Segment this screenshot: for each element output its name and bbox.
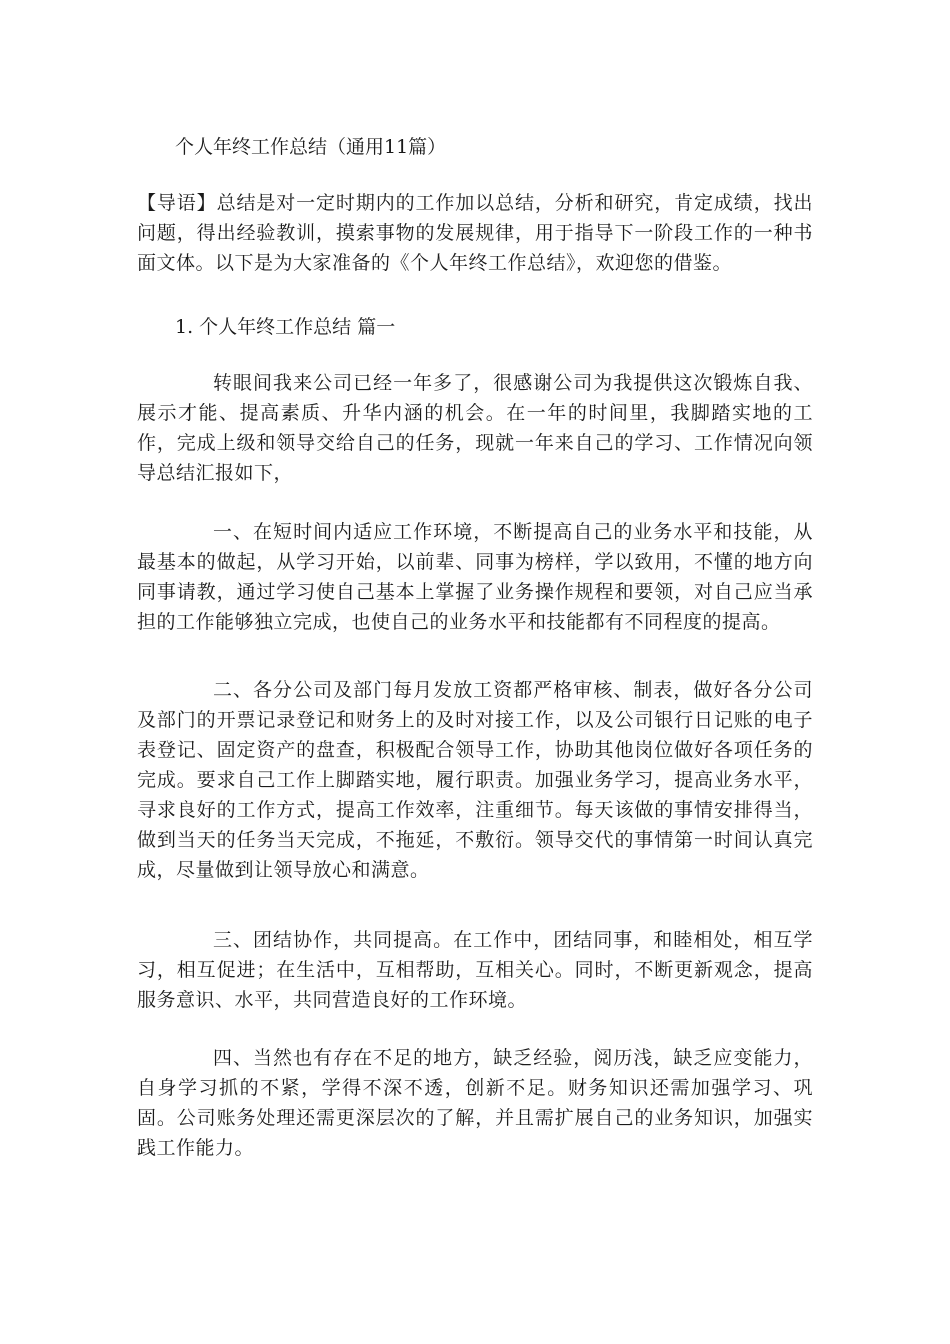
- body-paragraph-opening: 转眼间我来公司已经一年多了，很感谢公司为我提供这次锻炼自我、展示才能、提高素质、升华内涵的机会。在一年的时间里，我脚踏实地的工作，完成上级和领导交给自己的任务，现就一年来自己的学习、工作情况向领导总结汇报如下，: [137, 372, 813, 484]
- body-paragraph-point-two: 二、各分公司及部门每月发放工资都严格审核、制表，做好各分公司及部门的开票记录登记和财务上的及时对接工作，以及公司银行日记账的电子表登记、固定资产的盘查，积极配合领导工作，协助其他岗位做好各项任务的完成。要求自己工作上脚踏实地，履行职责。加强业务学习，提高业务水平，寻求良好的工作方式，提高工作效率，注重细节。每天该做的事情安排得当，做到当天的任务当天完成，不拖延，不敷衍。领导交代的事情第一时间认真完成，尽量做到让领导放心和满意。: [137, 679, 813, 881]
- body-paragraph-point-one: 一、在短时间内适应工作环境，不断提高自己的业务水平和技能，从最基本的做起，从学习开始，以前辈、同事为榜样，学以致用，不懂的地方向同事请教，通过学习使自己基本上掌握了业务操作规程和要领，对自己应当承担的工作能够独立完成，也使自己的业务水平和技能都有不同程度的提高。: [137, 521, 813, 633]
- body-paragraph-point-three: 三、团结协作，共同提高。在工作中，团结同事，和睦相处，相互学习，相互促进；在生活中，互相帮助，互相关心。同时，不断更新观念，提高服务意识、水平，共同营造良好的工作环境。: [137, 929, 813, 1011]
- body-paragraph-point-four: 四、当然也有存在不足的地方，缺乏经验，阅历浅，缺乏应变能力，自身学习抓的不紧，学得不深不透，创新不足。财务知识还需加强学习、巩固。公司账务处理还需更深层次的了解，并且需扩展自己的业务知识，加强实践工作能力。: [137, 1047, 813, 1159]
- document-title: 个人年终工作总结（通用11篇）: [175, 136, 447, 158]
- intro-paragraph: 【导语】总结是对一定时期内的工作加以总结，分析和研究，肯定成绩，找出问题，得出经验教训，摸索事物的发展规律，用于指导下一阶段工作的一种书面文体。以下是为大家准备的《个人年终工作总结》，欢迎您的借鉴。: [137, 192, 813, 274]
- section-heading: 1. 个人年终工作总结 篇一: [175, 316, 396, 338]
